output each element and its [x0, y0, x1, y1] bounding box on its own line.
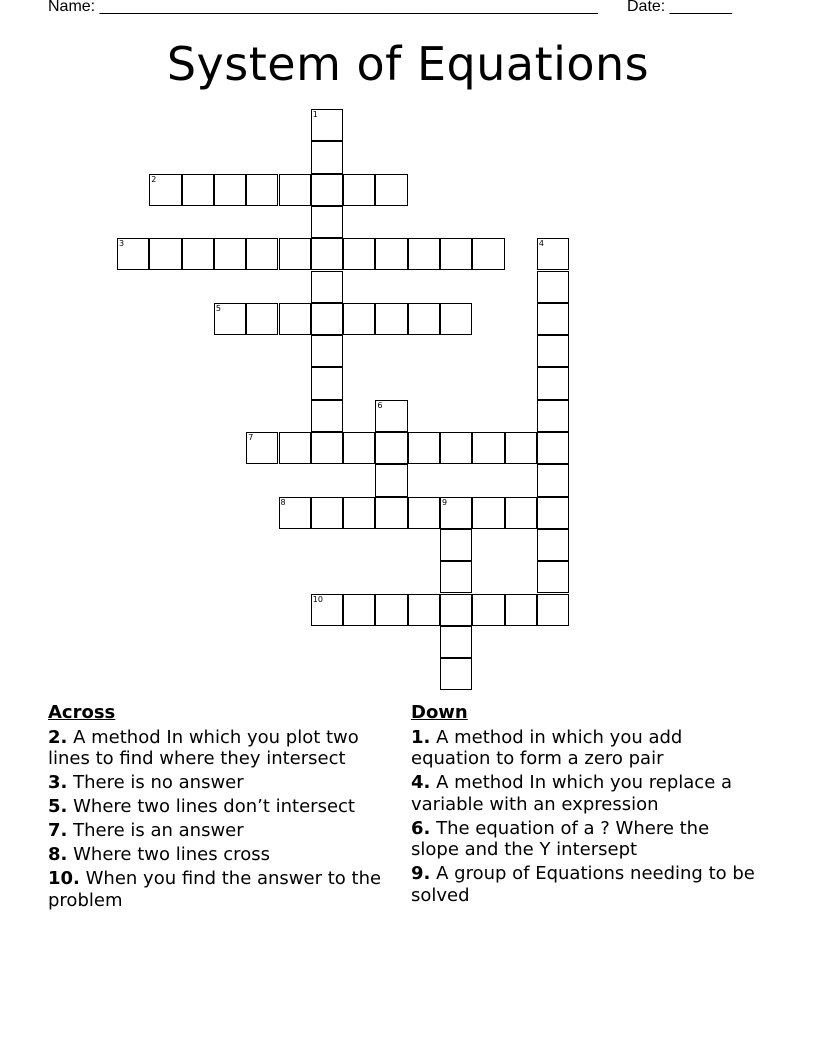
clue-text: A method In which you plot two lines to find where they intersect	[48, 726, 359, 769]
crossword-cell[interactable]	[311, 432, 343, 464]
clue-text: The equation of a ? Where the slope and the Y intersept	[411, 817, 710, 860]
crossword-cell[interactable]	[343, 238, 375, 270]
clue-number: 6.	[411, 817, 431, 839]
clue-number: 9.	[411, 863, 431, 884]
clue-text: There is no answer	[73, 772, 244, 793]
clue-number: 1.	[411, 726, 431, 748]
clue-number: 10.	[48, 868, 80, 889]
crossword-cell[interactable]	[311, 367, 343, 399]
clue-number-label: 5	[215, 303, 221, 313]
crossword-cell[interactable]	[537, 594, 569, 626]
clue-text: A group of Equations needing to be solved	[411, 863, 755, 906]
crossword-cell[interactable]	[214, 174, 246, 206]
crossword-cell[interactable]	[311, 174, 343, 206]
crossword-cell[interactable]	[311, 238, 343, 270]
crossword-cell[interactable]	[537, 271, 569, 303]
clue-number: 3.	[48, 772, 68, 793]
crossword-cell[interactable]	[311, 206, 343, 238]
crossword-cell[interactable]	[375, 594, 407, 626]
clue-text: A method In which you replace a variable with an expression	[411, 772, 733, 815]
crossword-cell[interactable]	[246, 174, 278, 206]
page-title: System of Equations	[166, 37, 650, 91]
crossword-cell[interactable]	[472, 432, 504, 464]
crossword-cell[interactable]	[537, 561, 569, 593]
crossword-cell[interactable]	[537, 238, 569, 270]
clue-number-label: 10	[312, 594, 323, 604]
crossword-cell[interactable]	[375, 432, 407, 464]
across-clues	[48, 702, 388, 914]
crossword-cell[interactable]	[408, 303, 440, 335]
down-clue	[411, 818, 761, 861]
crossword-cell[interactable]	[311, 594, 343, 626]
crossword-cell[interactable]	[440, 497, 472, 529]
crossword-cell[interactable]	[440, 626, 472, 658]
clue-number: 4.	[411, 772, 431, 793]
crossword-cell[interactable]	[537, 400, 569, 432]
clue-number-label: 2	[151, 174, 157, 184]
crossword-cell[interactable]	[440, 658, 472, 690]
crossword-cell[interactable]	[375, 174, 407, 206]
clue-text: Where two lines don’t intersect	[73, 796, 355, 817]
crossword-cell[interactable]	[472, 594, 504, 626]
crossword-cell[interactable]	[440, 238, 472, 270]
crossword-cell[interactable]	[440, 529, 472, 561]
crossword-cell[interactable]	[343, 303, 375, 335]
clue-number: 8.	[48, 844, 68, 865]
crossword-cell[interactable]	[311, 335, 343, 367]
crossword-cell[interactable]	[505, 497, 537, 529]
crossword-cell[interactable]	[537, 497, 569, 529]
crossword-cell[interactable]	[408, 238, 440, 270]
clue-number-label: 8	[280, 497, 286, 507]
crossword-cell[interactable]	[246, 303, 278, 335]
clue-number: 7.	[48, 820, 68, 841]
crossword-cell[interactable]	[182, 174, 214, 206]
clue-number-label: 6	[377, 400, 383, 410]
crossword-cell[interactable]	[375, 303, 407, 335]
date-field: Date: _______	[627, 0, 732, 15]
crossword-cell[interactable]	[472, 497, 504, 529]
clue-text: There is an answer	[73, 820, 244, 841]
crossword-cell[interactable]	[214, 238, 246, 270]
clue-number-label: 9	[442, 497, 448, 507]
crossword-cell[interactable]	[149, 174, 181, 206]
crossword-cell[interactable]	[440, 594, 472, 626]
clue-text: When you find the answer to the problem	[48, 868, 382, 911]
crossword-cell[interactable]	[279, 238, 311, 270]
crossword-cell[interactable]	[311, 271, 343, 303]
crossword-cell[interactable]	[311, 400, 343, 432]
across-clue	[48, 796, 388, 818]
down-clues	[411, 702, 761, 909]
crossword-cell[interactable]	[472, 238, 504, 270]
crossword-cell[interactable]	[440, 432, 472, 464]
clue-text: Where two lines cross	[73, 844, 270, 865]
crossword-cell[interactable]	[311, 109, 343, 141]
crossword-cell[interactable]	[375, 238, 407, 270]
crossword-cell[interactable]	[537, 464, 569, 496]
crossword-cell[interactable]	[537, 529, 569, 561]
crossword-cell[interactable]	[311, 497, 343, 529]
name-field: Name: ________________________________________________________	[48, 0, 598, 15]
crossword-cell[interactable]	[375, 464, 407, 496]
crossword-cell[interactable]	[311, 303, 343, 335]
across-clue	[48, 844, 388, 866]
down-clue	[411, 727, 761, 770]
crossword-cell[interactable]	[537, 303, 569, 335]
crossword-cell[interactable]	[149, 238, 181, 270]
crossword-cell[interactable]	[375, 400, 407, 432]
crossword-cell[interactable]	[279, 174, 311, 206]
crossword-cell[interactable]	[214, 303, 246, 335]
crossword-cell[interactable]	[182, 238, 214, 270]
crossword-cell[interactable]	[537, 432, 569, 464]
across-clue	[48, 820, 388, 842]
clue-number-label: 1	[312, 110, 318, 119]
crossword-cell[interactable]	[279, 497, 311, 529]
down-clue	[411, 863, 761, 906]
crossword-cell[interactable]	[279, 432, 311, 464]
down-heading: Down	[411, 702, 468, 723]
clue-number: 5.	[48, 796, 68, 817]
clue-number: 2.	[48, 726, 68, 748]
clue-text: A method in which you add equation to form a zero pair	[411, 726, 683, 769]
across-clue	[48, 868, 388, 911]
clue-number-label: 3	[119, 239, 125, 249]
across-heading: Across	[48, 702, 116, 723]
crossword-cell[interactable]	[505, 432, 537, 464]
clue-number-label: 7	[248, 433, 254, 442]
crossword-cell[interactable]	[408, 432, 440, 464]
crossword-cell[interactable]	[440, 303, 472, 335]
crossword-cell[interactable]	[343, 174, 375, 206]
across-clue	[48, 772, 388, 794]
crossword-cell[interactable]	[408, 497, 440, 529]
crossword-cell[interactable]	[537, 335, 569, 367]
crossword-cell[interactable]	[375, 497, 407, 529]
across-clue	[48, 727, 388, 770]
crossword-cell[interactable]	[408, 594, 440, 626]
crossword-cell[interactable]	[343, 432, 375, 464]
down-clue	[411, 772, 761, 815]
crossword-cell[interactable]	[440, 561, 472, 593]
crossword-cell[interactable]	[279, 303, 311, 335]
crossword-cell[interactable]	[246, 238, 278, 270]
crossword-cell[interactable]	[343, 497, 375, 529]
crossword-cell[interactable]	[537, 367, 569, 399]
crossword-cell[interactable]	[343, 594, 375, 626]
crossword-cell[interactable]	[117, 238, 149, 270]
clue-number-label: 4	[538, 239, 544, 249]
crossword-cell[interactable]	[246, 432, 278, 464]
crossword-cell[interactable]	[311, 141, 343, 173]
crossword-cell[interactable]	[505, 594, 537, 626]
